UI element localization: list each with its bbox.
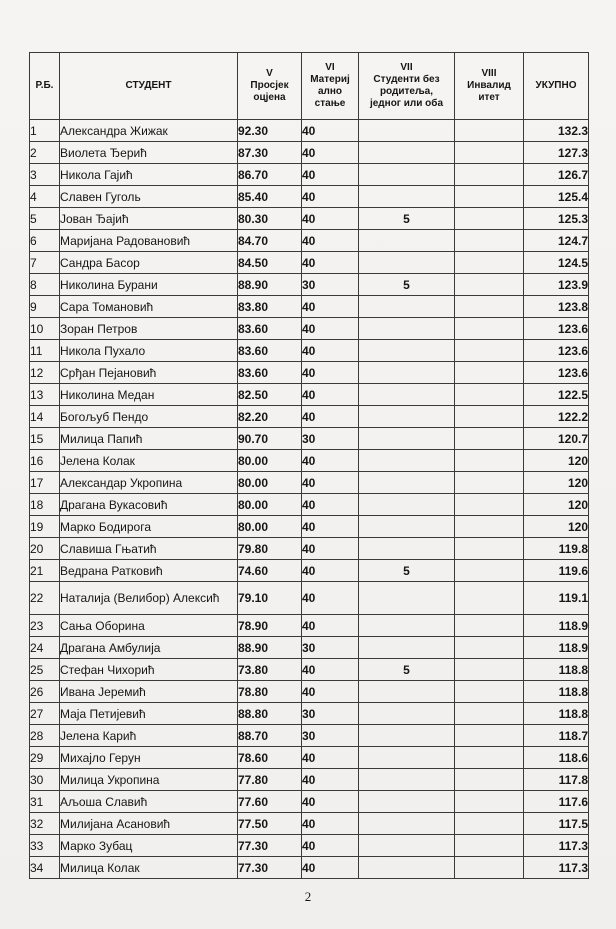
- cell-vi-material: 40: [302, 813, 359, 835]
- cell-student-name: Јелена Колак: [60, 450, 238, 472]
- cell-student-name: Сара Томановић: [60, 296, 238, 318]
- cell-student-name: Марко Бодирога: [60, 516, 238, 538]
- cell-v-average: 92.30: [238, 120, 302, 142]
- cell-rb: 5: [30, 208, 60, 230]
- cell-v-average: 84.50: [238, 252, 302, 274]
- cell-v-average: 80.00: [238, 450, 302, 472]
- cell-total: 125.3: [524, 208, 589, 230]
- table-row: [30, 538, 589, 560]
- table-row: [30, 340, 589, 362]
- cell-v-average: 78.90: [238, 615, 302, 637]
- cell-viii-disability: [455, 406, 524, 428]
- cell-viii-disability: [455, 472, 524, 494]
- header-vii: VII Студенти без родитеља, једног или оба: [359, 53, 455, 120]
- cell-v-average: 80.00: [238, 472, 302, 494]
- cell-rb: 20: [30, 538, 60, 560]
- cell-vi-material: 30: [302, 637, 359, 659]
- student-ranking-table: [29, 52, 589, 879]
- table-row: [30, 560, 589, 582]
- cell-viii-disability: [455, 274, 524, 296]
- cell-v-average: 79.80: [238, 538, 302, 560]
- cell-vi-material: 40: [302, 835, 359, 857]
- cell-vi-material: 40: [302, 615, 359, 637]
- table-row: [30, 637, 589, 659]
- cell-vi-material: 40: [302, 406, 359, 428]
- cell-vii-parents: [359, 615, 455, 637]
- cell-total: 124.5: [524, 252, 589, 274]
- cell-rb: 27: [30, 703, 60, 725]
- cell-student-name: Срђан Пејановић: [60, 362, 238, 384]
- cell-rb: 15: [30, 428, 60, 450]
- cell-vii-parents: [359, 230, 455, 252]
- cell-vii-parents: [359, 340, 455, 362]
- cell-vii-parents: [359, 406, 455, 428]
- cell-total: 120: [524, 472, 589, 494]
- cell-v-average: 83.60: [238, 340, 302, 362]
- cell-total: 123.9: [524, 274, 589, 296]
- cell-total: 119.1: [524, 582, 589, 615]
- cell-viii-disability: [455, 186, 524, 208]
- cell-student-name: Наталија (Велибор) Алексић: [60, 582, 238, 615]
- cell-student-name: Александра Жижак: [60, 120, 238, 142]
- cell-vi-material: 30: [302, 274, 359, 296]
- cell-student-name: Богољуб Пендо: [60, 406, 238, 428]
- cell-vii-parents: [359, 791, 455, 813]
- cell-v-average: 77.80: [238, 769, 302, 791]
- cell-total: 123.6: [524, 318, 589, 340]
- cell-vii-parents: [359, 703, 455, 725]
- cell-v-average: 80.30: [238, 208, 302, 230]
- cell-vii-parents: [359, 252, 455, 274]
- cell-v-average: 74.60: [238, 560, 302, 582]
- cell-total: 118.9: [524, 637, 589, 659]
- cell-rb: 2: [30, 142, 60, 164]
- cell-student-name: Милијана Асановић: [60, 813, 238, 835]
- table-row: [30, 296, 589, 318]
- cell-student-name: Милица Укропина: [60, 769, 238, 791]
- cell-student-name: Милица Папић: [60, 428, 238, 450]
- cell-rb: 24: [30, 637, 60, 659]
- cell-v-average: 88.80: [238, 703, 302, 725]
- cell-vi-material: 40: [302, 120, 359, 142]
- cell-viii-disability: [455, 296, 524, 318]
- cell-total: 123.6: [524, 340, 589, 362]
- cell-student-name: Николина Бурани: [60, 274, 238, 296]
- cell-rb: 8: [30, 274, 60, 296]
- cell-vii-parents: [359, 747, 455, 769]
- table-row: [30, 120, 589, 142]
- cell-total: 125.4: [524, 186, 589, 208]
- cell-viii-disability: [455, 538, 524, 560]
- cell-vi-material: 40: [302, 252, 359, 274]
- cell-total: 120: [524, 516, 589, 538]
- cell-vi-material: 40: [302, 659, 359, 681]
- cell-vi-material: 40: [302, 230, 359, 252]
- cell-total: 122.2: [524, 406, 589, 428]
- cell-vii-parents: [359, 318, 455, 340]
- cell-viii-disability: [455, 857, 524, 879]
- cell-vi-material: 30: [302, 428, 359, 450]
- cell-viii-disability: [455, 582, 524, 615]
- cell-v-average: 84.70: [238, 230, 302, 252]
- cell-vi-material: 40: [302, 318, 359, 340]
- cell-vii-parents: [359, 120, 455, 142]
- cell-v-average: 77.30: [238, 857, 302, 879]
- header-vi: VI Материј ално стање: [302, 53, 359, 120]
- cell-student-name: Никола Гајић: [60, 164, 238, 186]
- cell-v-average: 86.70: [238, 164, 302, 186]
- table-row: [30, 681, 589, 703]
- cell-vii-parents: [359, 516, 455, 538]
- cell-rb: 9: [30, 296, 60, 318]
- cell-student-name: Сања Оборина: [60, 615, 238, 637]
- cell-student-name: Стефан Чихорић: [60, 659, 238, 681]
- cell-rb: 26: [30, 681, 60, 703]
- cell-v-average: 83.80: [238, 296, 302, 318]
- cell-vii-parents: [359, 296, 455, 318]
- cell-total: 118.6: [524, 747, 589, 769]
- cell-rb: 14: [30, 406, 60, 428]
- table-row: [30, 769, 589, 791]
- cell-total: 117.3: [524, 857, 589, 879]
- cell-vi-material: 40: [302, 560, 359, 582]
- cell-rb: 19: [30, 516, 60, 538]
- cell-total: 117.8: [524, 769, 589, 791]
- cell-vi-material: 40: [302, 582, 359, 615]
- cell-rb: 28: [30, 725, 60, 747]
- cell-vi-material: 40: [302, 384, 359, 406]
- cell-vii-parents: 5: [359, 208, 455, 230]
- table-row: [30, 835, 589, 857]
- cell-viii-disability: [455, 615, 524, 637]
- cell-student-name: Ведрана Ратковић: [60, 560, 238, 582]
- cell-total: 117.5: [524, 813, 589, 835]
- cell-rb: 23: [30, 615, 60, 637]
- cell-vi-material: 40: [302, 769, 359, 791]
- cell-viii-disability: [455, 318, 524, 340]
- cell-vi-material: 40: [302, 208, 359, 230]
- cell-rb: 13: [30, 384, 60, 406]
- table-row: [30, 164, 589, 186]
- cell-student-name: Славиша Гњатић: [60, 538, 238, 560]
- cell-student-name: Славен Гуголь: [60, 186, 238, 208]
- cell-student-name: Никола Пухало: [60, 340, 238, 362]
- cell-vii-parents: [359, 362, 455, 384]
- cell-v-average: 77.30: [238, 835, 302, 857]
- table-row: [30, 582, 589, 615]
- cell-viii-disability: [455, 384, 524, 406]
- cell-student-name: Маја Петијевић: [60, 703, 238, 725]
- cell-rb: 34: [30, 857, 60, 879]
- cell-vi-material: 40: [302, 538, 359, 560]
- cell-vi-material: 40: [302, 857, 359, 879]
- cell-viii-disability: [455, 252, 524, 274]
- cell-rb: 1: [30, 120, 60, 142]
- cell-rb: 21: [30, 560, 60, 582]
- table-row: [30, 857, 589, 879]
- cell-rb: 10: [30, 318, 60, 340]
- cell-student-name: Јован Ђајић: [60, 208, 238, 230]
- header-viii: VIII Инвалид итет: [455, 53, 524, 120]
- cell-v-average: 83.60: [238, 362, 302, 384]
- cell-total: 119.8: [524, 538, 589, 560]
- cell-rb: 18: [30, 494, 60, 516]
- table-row: [30, 142, 589, 164]
- header-student: СТУДЕНТ: [60, 53, 238, 120]
- cell-vii-parents: [359, 582, 455, 615]
- cell-rb: 31: [30, 791, 60, 813]
- cell-student-name: Александар Укропина: [60, 472, 238, 494]
- cell-v-average: 88.90: [238, 637, 302, 659]
- cell-rb: 11: [30, 340, 60, 362]
- cell-student-name: Милица Колак: [60, 857, 238, 879]
- cell-viii-disability: [455, 164, 524, 186]
- cell-total: 117.6: [524, 791, 589, 813]
- cell-student-name: Николина Медан: [60, 384, 238, 406]
- cell-viii-disability: [455, 208, 524, 230]
- cell-v-average: 88.90: [238, 274, 302, 296]
- page-number: 2: [304, 889, 312, 904]
- table-row: [30, 186, 589, 208]
- cell-vi-material: 40: [302, 450, 359, 472]
- cell-vi-material: 40: [302, 516, 359, 538]
- cell-rb: 32: [30, 813, 60, 835]
- cell-vii-parents: [359, 450, 455, 472]
- cell-vii-parents: [359, 164, 455, 186]
- table-row: [30, 494, 589, 516]
- cell-vi-material: 40: [302, 494, 359, 516]
- cell-rb: 25: [30, 659, 60, 681]
- cell-student-name: Јелена Карић: [60, 725, 238, 747]
- cell-viii-disability: [455, 637, 524, 659]
- table-row: [30, 450, 589, 472]
- cell-vii-parents: [359, 637, 455, 659]
- table-row: [30, 362, 589, 384]
- cell-vi-material: 40: [302, 681, 359, 703]
- cell-total: 123.6: [524, 362, 589, 384]
- cell-viii-disability: [455, 340, 524, 362]
- header-v: V Просјек оцјена: [238, 53, 302, 120]
- table-row: [30, 406, 589, 428]
- cell-v-average: 80.00: [238, 516, 302, 538]
- cell-student-name: Михајло Герун: [60, 747, 238, 769]
- cell-v-average: 80.00: [238, 494, 302, 516]
- cell-vi-material: 40: [302, 340, 359, 362]
- cell-v-average: 82.50: [238, 384, 302, 406]
- cell-rb: 17: [30, 472, 60, 494]
- table-row: [30, 703, 589, 725]
- table-row: [30, 252, 589, 274]
- table-row: [30, 615, 589, 637]
- cell-viii-disability: [455, 681, 524, 703]
- cell-rb: 22: [30, 582, 60, 615]
- cell-vii-parents: [359, 681, 455, 703]
- cell-viii-disability: [455, 362, 524, 384]
- cell-student-name: Зоран Петров: [60, 318, 238, 340]
- cell-vii-parents: [359, 769, 455, 791]
- cell-viii-disability: [455, 791, 524, 813]
- cell-vii-parents: [359, 384, 455, 406]
- header-rb: Р.Б.: [30, 53, 60, 120]
- cell-vii-parents: [359, 725, 455, 747]
- cell-total: 118.8: [524, 659, 589, 681]
- cell-v-average: 77.60: [238, 791, 302, 813]
- cell-v-average: 83.60: [238, 318, 302, 340]
- cell-total: 127.3: [524, 142, 589, 164]
- table-row: [30, 659, 589, 681]
- table-row: [30, 813, 589, 835]
- cell-viii-disability: [455, 494, 524, 516]
- cell-viii-disability: [455, 769, 524, 791]
- cell-rb: 12: [30, 362, 60, 384]
- cell-v-average: 85.40: [238, 186, 302, 208]
- cell-viii-disability: [455, 230, 524, 252]
- cell-vi-material: 40: [302, 472, 359, 494]
- cell-vii-parents: [359, 835, 455, 857]
- cell-vii-parents: 5: [359, 659, 455, 681]
- cell-vi-material: 40: [302, 186, 359, 208]
- cell-v-average: 88.70: [238, 725, 302, 747]
- cell-vii-parents: [359, 186, 455, 208]
- cell-vii-parents: 5: [359, 560, 455, 582]
- cell-viii-disability: [455, 659, 524, 681]
- cell-total: 120: [524, 450, 589, 472]
- cell-viii-disability: [455, 560, 524, 582]
- cell-vi-material: 30: [302, 703, 359, 725]
- cell-vi-material: 40: [302, 362, 359, 384]
- cell-total: 122.5: [524, 384, 589, 406]
- cell-total: 120: [524, 494, 589, 516]
- cell-v-average: 82.20: [238, 406, 302, 428]
- table-row: [30, 516, 589, 538]
- cell-vii-parents: 5: [359, 274, 455, 296]
- cell-v-average: 87.30: [238, 142, 302, 164]
- cell-rb: 33: [30, 835, 60, 857]
- cell-v-average: 73.80: [238, 659, 302, 681]
- cell-total: 118.8: [524, 703, 589, 725]
- cell-vii-parents: [359, 494, 455, 516]
- cell-total: 118.8: [524, 681, 589, 703]
- table-row: [30, 791, 589, 813]
- cell-student-name: Сандра Басор: [60, 252, 238, 274]
- cell-total: 118.7: [524, 725, 589, 747]
- cell-viii-disability: [455, 428, 524, 450]
- cell-vi-material: 40: [302, 164, 359, 186]
- cell-student-name: Маријана Радовановић: [60, 230, 238, 252]
- cell-total: 126.7: [524, 164, 589, 186]
- cell-vi-material: 40: [302, 747, 359, 769]
- cell-rb: 3: [30, 164, 60, 186]
- cell-total: 117.3: [524, 835, 589, 857]
- cell-vii-parents: [359, 857, 455, 879]
- cell-student-name: Драгана Амбулија: [60, 637, 238, 659]
- cell-v-average: 77.50: [238, 813, 302, 835]
- cell-v-average: 79.10: [238, 582, 302, 615]
- table-row: [30, 472, 589, 494]
- cell-v-average: 78.60: [238, 747, 302, 769]
- cell-vi-material: 30: [302, 725, 359, 747]
- cell-viii-disability: [455, 813, 524, 835]
- table-row: [30, 428, 589, 450]
- cell-student-name: Аљоша Славић: [60, 791, 238, 813]
- cell-total: 123.8: [524, 296, 589, 318]
- cell-vii-parents: [359, 142, 455, 164]
- cell-viii-disability: [455, 120, 524, 142]
- cell-vii-parents: [359, 428, 455, 450]
- cell-rb: 7: [30, 252, 60, 274]
- cell-v-average: 90.70: [238, 428, 302, 450]
- header-total: УКУПНО: [524, 53, 589, 120]
- cell-viii-disability: [455, 142, 524, 164]
- cell-student-name: Драгана Вукасовић: [60, 494, 238, 516]
- cell-viii-disability: [455, 703, 524, 725]
- table-row: [30, 384, 589, 406]
- cell-student-name: Ивана Јеремић: [60, 681, 238, 703]
- cell-viii-disability: [455, 450, 524, 472]
- table-row: [30, 318, 589, 340]
- cell-viii-disability: [455, 725, 524, 747]
- cell-v-average: 78.80: [238, 681, 302, 703]
- cell-total: 118.9: [524, 615, 589, 637]
- cell-viii-disability: [455, 516, 524, 538]
- cell-rb: 30: [30, 769, 60, 791]
- table-row: [30, 274, 589, 296]
- cell-viii-disability: [455, 747, 524, 769]
- cell-student-name: Виолета Ђерић: [60, 142, 238, 164]
- cell-total: 132.3: [524, 120, 589, 142]
- cell-rb: 29: [30, 747, 60, 769]
- table-row: [30, 725, 589, 747]
- cell-vii-parents: [359, 472, 455, 494]
- cell-rb: 6: [30, 230, 60, 252]
- cell-vi-material: 40: [302, 791, 359, 813]
- cell-vi-material: 40: [302, 296, 359, 318]
- cell-total: 124.7: [524, 230, 589, 252]
- table-row: [30, 208, 589, 230]
- table-header-row: [30, 53, 589, 120]
- cell-viii-disability: [455, 835, 524, 857]
- cell-rb: 4: [30, 186, 60, 208]
- cell-student-name: Марко Зубац: [60, 835, 238, 857]
- cell-rb: 16: [30, 450, 60, 472]
- cell-total: 120.7: [524, 428, 589, 450]
- cell-vi-material: 40: [302, 142, 359, 164]
- table-row: [30, 230, 589, 252]
- cell-vii-parents: [359, 538, 455, 560]
- cell-vii-parents: [359, 813, 455, 835]
- table-row: [30, 747, 589, 769]
- cell-total: 119.6: [524, 560, 589, 582]
